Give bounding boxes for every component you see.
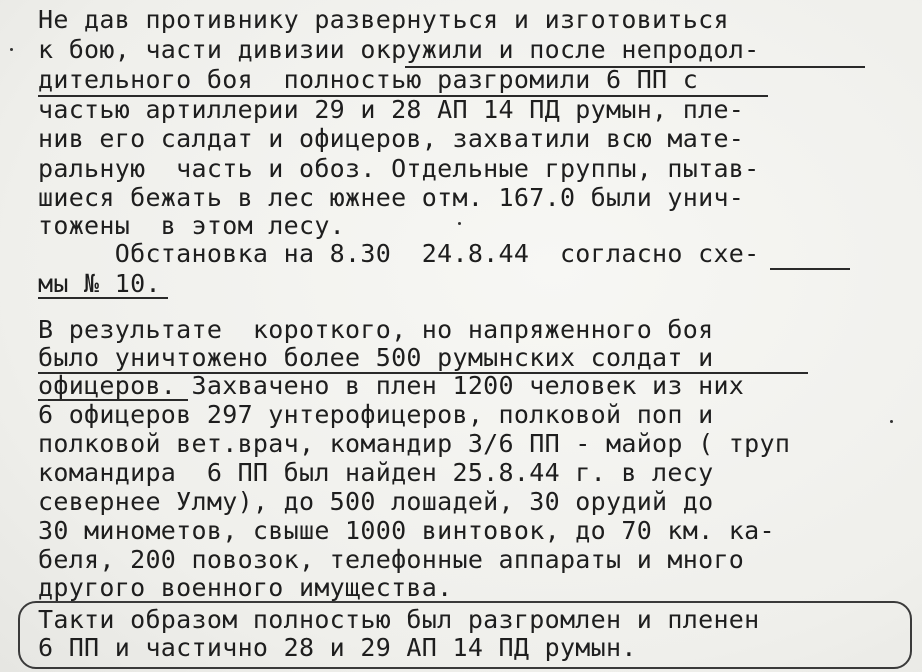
handwritten-underline (770, 268, 850, 270)
handwritten-underline (38, 372, 808, 374)
text-line: шиеся бежать в лес южнее отм. 167.0 были унич- (38, 183, 745, 212)
scan-speck (890, 420, 893, 423)
text-line: командира 6 ПП был найден 25.8.44 г. в лесу (38, 458, 714, 487)
text-line: 30 минометов, свыше 1000 винтовок, до 70 км. ка- (38, 516, 775, 545)
text-line: Не дав противнику развернуться и изготовиться (38, 5, 729, 34)
text-line: В результате короткого, но напряженного боя (38, 315, 714, 344)
text-line: нив его салдат и офицеров, захватили всю мате- (38, 124, 745, 153)
text-line: дительного боя полностью разгромили 6 ПП с (38, 65, 699, 94)
text-line: частью артиллерии 29 и 28 АП 14 ПД румын, пле- (38, 95, 745, 124)
text-line: беля, 200 повозок, телефонные аппараты и много (38, 545, 745, 574)
handwritten-underline (38, 297, 168, 299)
handwritten-underline (38, 95, 768, 97)
text-line: Обстановка на 8.30 24.8.44 согласно схе- (38, 239, 760, 268)
handwritten-underline (38, 399, 188, 401)
text-line: тожены в этом лесу. (38, 211, 346, 240)
text-line: Такти образом полностью был разгромлен и пленен (38, 605, 760, 634)
text-line: было уничтожено более 500 румынских солдат и (38, 343, 714, 372)
text-line: 6 ПП и частично 28 и 29 АП 14 ПД румын. (38, 633, 637, 662)
scan-speck (10, 48, 13, 51)
text-line: ральную часть и обоз. Отдельные группы, пытав- (38, 154, 760, 183)
text-line: мы № 10. (38, 269, 161, 298)
text-line: офицеров. Захвачено в плен 1200 человек из них (38, 371, 745, 400)
text-line: другого военного имущества. (38, 573, 453, 602)
text-line: полковой вет.врач, командир 3/6 ПП - майор ( труп (38, 429, 791, 458)
scan-speck (458, 222, 461, 225)
handwritten-underline (405, 66, 865, 68)
text-line: 6 офицеров 297 унтерофицеров, полковой поп и (38, 400, 714, 429)
text-line: севернее Улму), до 500 лошадей, 30 орудий до (38, 487, 714, 516)
text-line: к бою, части дивизии окружили и после непродол- (38, 35, 760, 64)
